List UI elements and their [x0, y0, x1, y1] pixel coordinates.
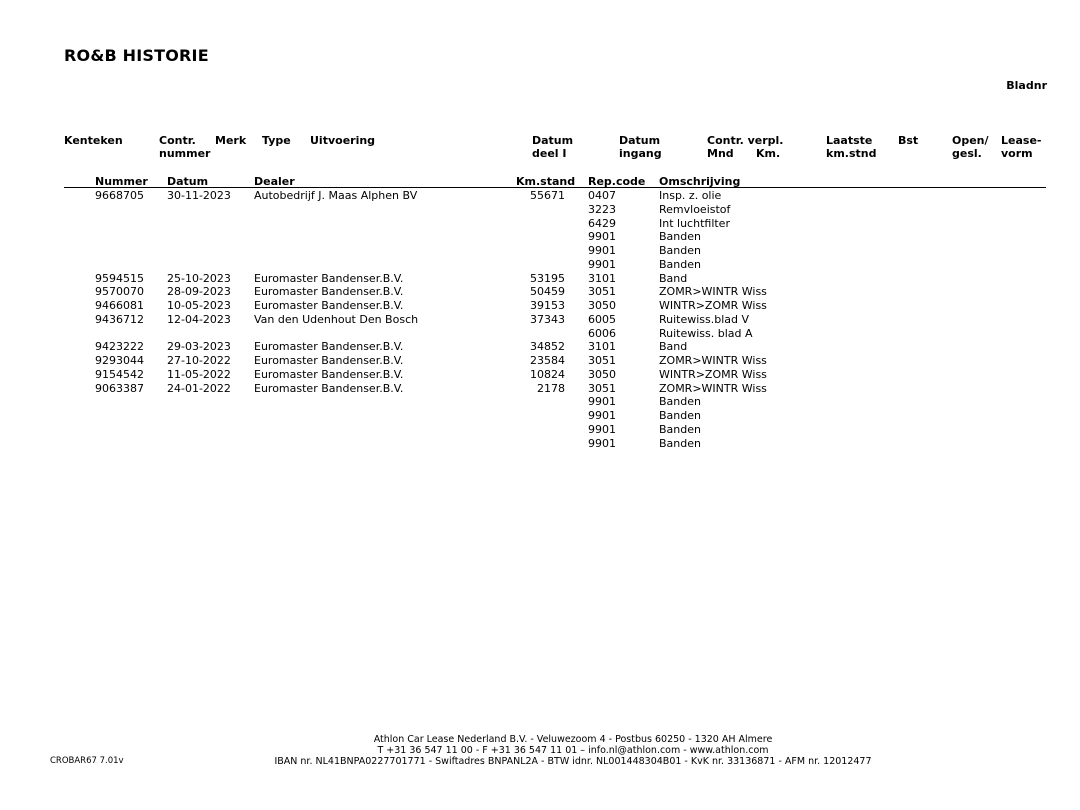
row-dealer: Euromaster Bandenser.B.V. [254, 367, 404, 381]
row-repcode: 9901 [588, 436, 616, 450]
row-omschrijving: Band [659, 340, 688, 354]
subheader-repcode: Rep.code [588, 175, 646, 188]
header-datum-ingang-1: Datum [619, 134, 661, 147]
row-repcode: 9901 [588, 422, 616, 436]
row-nummer: 9423222 [95, 340, 144, 354]
row-datum: 27-10-2022 [167, 354, 231, 367]
row-dealer: Euromaster Bandenser.B.V. [254, 271, 404, 285]
header-contr-verpl: Contr. verpl. [707, 134, 784, 147]
header-merk: Merk [215, 134, 247, 147]
row-omschrijving: Banden [659, 244, 701, 257]
row-datum: 30-11-2023 [167, 189, 231, 202]
header-datum-ingang-2: ingang [619, 147, 662, 160]
row-omschrijving: Banden [659, 395, 701, 409]
row-omschrijving: Ruitewiss. blad A [659, 326, 753, 340]
form-code: CROBAR67 7.01v [50, 756, 124, 766]
row-datum: 29-03-2023 [167, 340, 231, 354]
row-datum: 24-01-2022 [167, 381, 231, 395]
row-dealer: Euromaster Bandenser.B.V. [254, 299, 404, 312]
row-omschrijving: ZOMR>WINTR Wiss [659, 354, 767, 367]
subheader-datum: Datum [167, 175, 209, 188]
row-kmstand: 23584 [530, 354, 565, 367]
header-contr-verpl-km: Km. [756, 147, 781, 160]
header-contr-1: Contr. [159, 134, 196, 147]
row-nummer: 9466081 [95, 299, 144, 312]
row-omschrijving: ZOMR>WINTR Wiss [659, 381, 767, 395]
row-omschrijving: Banden [659, 409, 701, 422]
footer-registration: IBAN nr. NL41BNPA0227701771 - Swiftadres BNPANL2A - BTW idnr. NL001448304B01 - KvK nr. 33136871 - AFM nr. 12012477 [274, 756, 872, 767]
row-omschrijving: Remvloeistof [659, 202, 731, 216]
row-kmstand: 10824 [530, 367, 565, 381]
row-datum: 11-05-2022 [167, 367, 231, 381]
row-nummer: 9570070 [95, 285, 144, 299]
row-repcode: 9901 [588, 257, 616, 271]
row-omschrijving: Band [659, 271, 688, 285]
row-nummer: 9293044 [95, 354, 144, 367]
row-omschrijving: WINTR>ZOMR Wiss [659, 299, 767, 312]
row-kmstand: 34852 [530, 340, 565, 354]
row-omschrijving: WINTR>ZOMR Wiss [659, 367, 767, 381]
row-omschrijving: Ruitewiss.blad V [659, 312, 750, 326]
header-datum-deel-1: Datum [532, 134, 574, 147]
subheader-dealer: Dealer [254, 175, 295, 188]
footer-address: Athlon Car Lease Nederland B.V. - Veluwezoom 4 - Postbus 60250 - 1320 AH Almere [373, 734, 773, 745]
row-dealer: Van den Udenhout Den Bosch [254, 312, 419, 326]
row-kmstand: 50459 [530, 285, 565, 299]
row-repcode: 6005 [588, 312, 616, 326]
page-number-label: Bladnr [1006, 79, 1047, 92]
row-nummer: 9594515 [95, 271, 144, 285]
row-repcode: 0407 [588, 189, 616, 202]
row-omschrijving: ZOMR>WINTR Wiss [659, 285, 767, 299]
subheader-omschrijving: Omschrijving [659, 175, 741, 188]
header-datum-deel-2: deel I [532, 147, 567, 160]
row-kmstand: 2178 [537, 381, 565, 395]
header-laatste-2: km.stnd [826, 147, 877, 160]
row-omschrijving: Insp. z. olie [659, 189, 722, 202]
row-repcode: 3050 [588, 299, 616, 312]
row-repcode: 6006 [588, 326, 616, 340]
header-divider [64, 187, 1046, 188]
header-lease-2: vorm [1001, 147, 1033, 160]
header-type: Type [262, 134, 291, 147]
header-contr-2: nummer [159, 147, 211, 160]
row-kmstand: 37343 [530, 312, 565, 326]
row-omschrijving: Int luchtfilter [659, 216, 730, 230]
row-repcode: 9901 [588, 395, 616, 409]
row-repcode: 9901 [588, 244, 616, 257]
row-repcode: 3101 [588, 271, 616, 285]
row-repcode: 3051 [588, 381, 616, 395]
row-repcode: 6429 [588, 216, 616, 230]
page-title: RO&B HISTORIE [64, 46, 209, 65]
row-kmstand: 55671 [530, 189, 565, 202]
header-laatste-1: Laatste [826, 134, 873, 147]
row-omschrijving: Banden [659, 436, 701, 450]
row-omschrijving: Banden [659, 422, 701, 436]
row-nummer: 9436712 [95, 312, 144, 326]
row-repcode: 3051 [588, 354, 616, 367]
header-kenteken: Kenteken [64, 134, 123, 147]
row-dealer: Euromaster Bandenser.B.V. [254, 354, 404, 367]
row-datum: 25-10-2023 [167, 271, 231, 285]
header-lease-1: Lease- [1001, 134, 1042, 147]
header-open-2: gesl. [952, 147, 982, 160]
row-nummer: 9154542 [95, 367, 144, 381]
row-repcode: 3223 [588, 202, 616, 216]
row-kmstand: 39153 [530, 299, 565, 312]
header-open-1: Open/ [952, 134, 989, 147]
row-nummer: 9063387 [95, 381, 144, 395]
row-omschrijving: Banden [659, 257, 701, 271]
row-datum: 28-09-2023 [167, 285, 231, 299]
footer-contact: T +31 36 547 11 00 - F +31 36 547 11 01 – info.nl@athlon.com - www.athlon.com [377, 745, 769, 756]
row-datum: 10-05-2023 [167, 299, 231, 312]
subheader-kmstand: Km.stand [516, 175, 576, 188]
row-repcode: 9901 [588, 409, 616, 422]
row-repcode: 3051 [588, 285, 616, 299]
row-dealer: Euromaster Bandenser.B.V. [254, 285, 404, 299]
subheader-nummer: Nummer [95, 175, 148, 188]
row-dealer: Euromaster Bandenser.B.V. [254, 340, 404, 354]
row-nummer: 9668705 [95, 189, 144, 202]
header-bst: Bst [898, 134, 919, 147]
row-repcode: 3101 [588, 340, 616, 354]
row-dealer: Autobedrijf J. Maas Alphen BV [254, 189, 418, 202]
row-dealer: Euromaster Bandenser.B.V. [254, 381, 404, 395]
row-omschrijving: Banden [659, 230, 701, 244]
row-datum: 12-04-2023 [167, 312, 231, 326]
row-kmstand: 53195 [530, 271, 565, 285]
header-contr-verpl-mnd: Mnd [707, 147, 734, 160]
header-uitvoering: Uitvoering [310, 134, 376, 147]
row-repcode: 9901 [588, 230, 616, 244]
row-repcode: 3050 [588, 367, 616, 381]
